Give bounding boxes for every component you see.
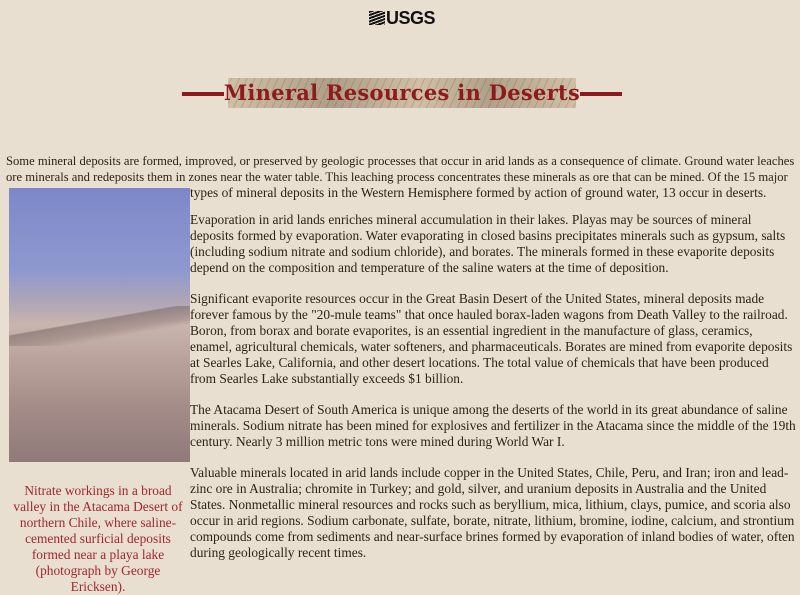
atacama-desert-photo <box>9 188 190 462</box>
intro-line-3: types of mineral deposits in the Western Hemisphere formed by action of ground water, 13 occur in deserts. <box>190 185 767 200</box>
usgs-logo[interactable] <box>369 8 435 28</box>
paragraph-atacama: The Atacama Desert of South America is unique among the deserts of the world in its great abundance of saline minerals. Sodium nitrate has been mined for explosives and fertilizer in the Atacama since the middle of the 19th century. Nearly 3 million metric tons were mined during World War I. <box>190 402 796 449</box>
title-banner <box>182 76 622 110</box>
article-body <box>190 185 796 576</box>
paragraph-evaporation: Evaporation in arid lands enriches mineral accumulation in their lakes. Playas may be sources of mineral deposits formed by evaporation. Water evaporating in closed basins precipitates minerals such as gypsum, salts (including sodium nitrate and sodium chloride), and borates. The minerals formed in these evaporite deposits depend on the composition and temperature of the saline waters at the time of deposition. <box>190 212 786 275</box>
usgs-logo-text: USGS <box>386 8 436 28</box>
photo-caption: Nitrate workings in a broad valley in the Atacama Desert of northern Chile, where saline-cemented surficial deposits formed near a playa lake (photograph by George Ericksen). <box>13 483 183 594</box>
usgs-wave-icon <box>369 11 385 25</box>
paragraph-valuable-minerals: Valuable minerals located in arid lands include copper in the United States, Chile, Peru, and Iran; iron and lead-zinc ore in Australia; chromite in Turkey; and gold, silver, and uranium deposits in Australia and the United States. Nonmetallic mineral resources and rocks such as beryllium, mica, lithium, clays, pumice, and scoria also occur in arid regions. Sodium carbonate, sulfate, borate, nitrate, lithium, bromine, iodine, calcium, and strontium compounds come from sediments and near-surface brines formed by evaporation of inland bodies of water, often during geologically recent times. <box>190 465 795 560</box>
paragraph-great-basin: Significant evaporite resources occur in the Great Basin Desert of the United States, mineral deposits made forever famous by the "20-mule teams" that once hauled borax-laden wagons from Death Valley to the railroad. Boron, from borax and borate evaporites, is an essential ingredient in the manufacture of glass, ceramics, enamel, agricultural chemicals, water softeners, and pharmaceuticals. Borates are mined from evaporite deposits at Searles Lake, California, and other desert locations. The total value of chemicals that have been produced from Searles Lake substantially exceeds $1 billion. <box>190 291 793 386</box>
banner-rule-right <box>580 92 622 96</box>
page-title: Mineral Resources in Deserts <box>223 80 581 105</box>
intro-line-2: ore minerals and redeposits them in zones near the water table. This leaching process concentrates these minerals as ore that can be mined. Of the 15 major <box>6 170 788 184</box>
intro-text <box>6 153 798 185</box>
intro-line-1: Some mineral deposits are formed, improved, or preserved by geologic processes that occur in arid lands as a consequence of climate. Ground water leaches <box>6 154 795 168</box>
